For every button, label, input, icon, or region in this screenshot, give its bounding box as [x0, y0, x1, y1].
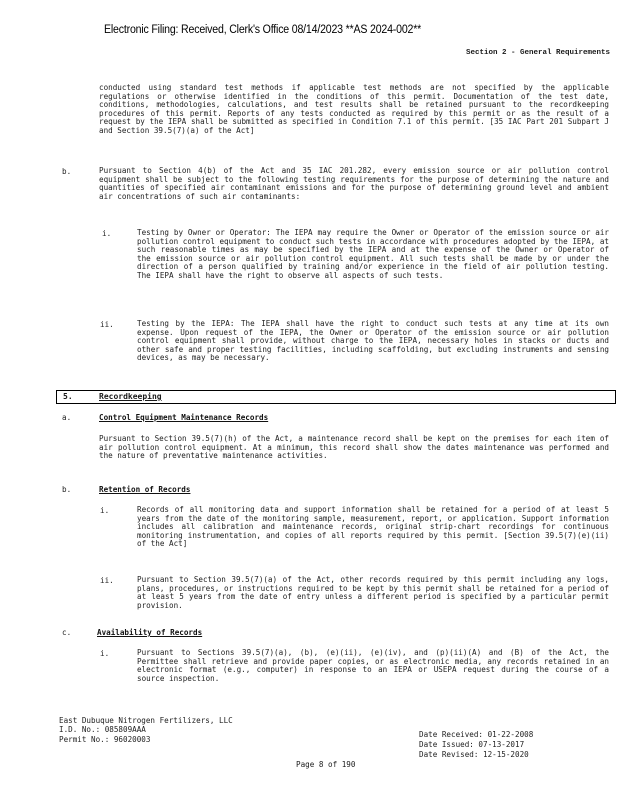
item-5c-label: c.	[62, 628, 72, 637]
item-b-i-text: Testing by Owner or Operator: The IEPA may require the Owner or Operator of the emission source or air pollution control equipment to conduct such tests in accordance with procedures adopted by the IEPA, at such reasonable times as may be specified by the IEPA and at the expense of the Owner or Operator of the emission source or air pollution control equipment. All such tests shall be made by or under the direction of a person qualified by training and/or experience in the field of air pollution testing. The IEPA shall have the right to observe all aspects of such tests.	[137, 228, 609, 280]
item-5c-i-label: i.	[100, 649, 110, 658]
footer-id-no: I.D. No.: 085809AAA	[59, 725, 146, 734]
footer-date-revised: Date Revised: 12-15-2020	[419, 750, 529, 759]
footer-permit-no: Permit No.: 96020003	[59, 735, 151, 744]
item-5a-text: Pursuant to Section 39.5(7)(h) of the Act, a maintenance record shall be kept on the premises for each item of air pollution control equipment. At a minimum, this record shall show the dates maintenance was performed and the nature of preventative maintenance activities.	[99, 434, 609, 461]
section-5-heading-box	[56, 390, 616, 404]
item-5a-heading: Control Equipment Maintenance Records	[99, 413, 269, 422]
item-5b-ii-label: ii.	[100, 576, 114, 585]
footer-date-received: Date Received: 01-22-2008	[419, 730, 534, 739]
footer-company: East Dubuque Nitrogen Fertilizers, LLC	[59, 716, 233, 725]
filing-stamp: Electronic Filing: Received, Clerk's Office 08/14/2023 **AS 2024-002**	[104, 24, 422, 36]
item-5a-label: a.	[62, 413, 72, 422]
item-b-label: b.	[62, 167, 72, 176]
item-b-i-label: i.	[102, 229, 112, 238]
item-5b-i-text: Records of all monitoring data and support information shall be retained for a period of at least 5 years from the date of the monitoring sample, measurement, report, or application. Support information includes all calibration and maintenance records, original strip-chart recordings for continuous monitoring instrumentation, and copies of all reports required by this permit. [Section 39.5(7)(e)(ii) of the Act]	[137, 505, 609, 549]
item-b-text: Pursuant to Section 4(b) of the Act and 35 IAC 201.282, every emission source or air pollution control equipment shall be subject to the following testing requirements for the purpose of determining the nature and quantities of specified air contaminant emissions and for the purpose of determining ground level and ambient air concentrations of such air contaminants:	[99, 166, 609, 201]
item-5b-i-label: i.	[100, 506, 110, 515]
item-5c-heading: Availability of Records	[97, 628, 203, 637]
intro-paragraph: conducted using standard test methods if applicable test methods are not specified by the applicable regulations or otherwise identified in the conditions of this permit. Documentation of the test date, conditions, methodologies, calculations, and test results shall be retained pursuant to the recordkeeping procedures of this permit. Reports of any tests conducted as required by this permit or as the result of a request by the IEPA shall be submitted as specified in Condition 7.1 of this permit. [35 IAC Part 201 Subpart J and Section 39.5(7)(a) of the Act]	[99, 83, 609, 135]
section-5-number: 5.	[63, 392, 73, 401]
item-b-ii-label: ii.	[100, 320, 114, 329]
section-header: Section 2 - General Requirements	[465, 49, 610, 57]
item-5b-heading: Retention of Records	[99, 485, 191, 494]
footer-date-issued: Date Issued: 07-13-2017	[419, 740, 525, 749]
item-5c-i-text: Pursuant to Sections 39.5(7)(a), (b), (e)(ii), (e)(iv), and (p)(ii)(A) and (B) of the Act, the Permittee shall retrieve and provide paper copies, or as electronic media, any records retained in an electronic format (e.g., computer) in response to an IEPA or USEPA request during the course of a source inspection.	[137, 648, 609, 683]
section-5-title: Recordkeeping	[99, 392, 162, 401]
item-5b-label: b.	[62, 485, 72, 494]
item-b-ii-text: Testing by the IEPA: The IEPA shall have the right to conduct such tests at any time at its own expense. Upon request of the IEPA, the Owner or Operator of the emission source or air pollution control equipment shall provide, without charge to the IEPA, necessary holes in stacks or ducts and other safe and proper testing facilities, including scaffolding, but excluding instruments and sensing devices, as may be necessary.	[137, 319, 609, 363]
item-5b-ii-text: Pursuant to Section 39.5(7)(a) of the Act, other records required by this permit including any logs, plans, procedures, or instructions required to be kept by this permit shall be retained for a period of at least 5 years from the date of entry unless a different period is specified by a particular permit provision.	[137, 575, 609, 610]
page-number: Page 8 of 190	[296, 760, 356, 769]
